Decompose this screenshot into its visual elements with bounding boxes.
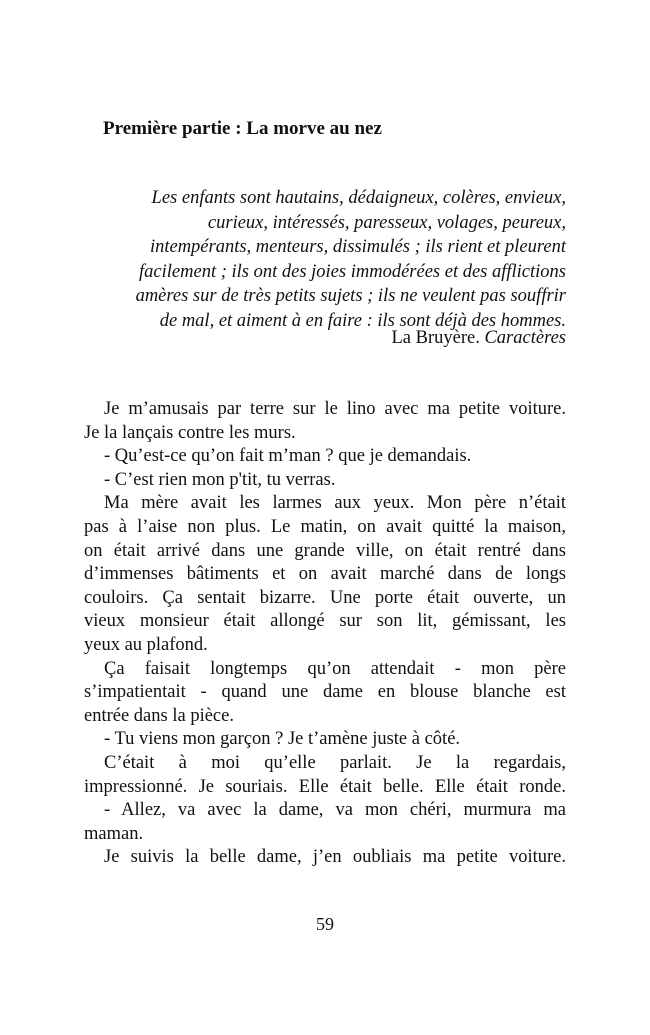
text-line: C’était à moi qu’elle parlait. Je la regardais, — [104, 752, 566, 773]
text-line: vieux monsieur était allongé sur son lit, gémissant, les — [84, 611, 566, 632]
text-line: Je m’amusais par terre sur le lino avec ma petite voiture. — [104, 399, 566, 419]
text-line: entrée dans la pièce. — [84, 705, 234, 726]
epigraph — [80, 186, 566, 333]
text-line: couloirs. Ça sentait bizarre. Une porte était ouverte, un — [84, 587, 566, 608]
body-text — [84, 398, 566, 870]
text-line: Ça faisait longtemps qu’on attendait - mon père — [104, 658, 566, 679]
epigraph-line: curieux, intéressés, paresseux, volages, peureux, — [207, 212, 566, 233]
text-line: Je la lançais contre les murs. — [84, 422, 296, 443]
page-number: 59 — [316, 914, 334, 934]
epigraph-line: facilement ; ils ont des joies immodérées et des afflictions — [139, 261, 566, 282]
epigraph-line: amères sur de très petits sujets ; ils ne veulent pas souffrir — [135, 286, 566, 306]
epigraph-line: intempérants, menteurs, dissimulés ; ils rient et pleurent — [149, 237, 566, 257]
epigraph-line: de mal, et aiment à en faire : ils sont déjà des hommes. — [159, 310, 566, 331]
epigraph-line: Les enfants sont hautains, dédaigneux, colères, envieux, — [151, 188, 566, 208]
text-line: - Qu’est-ce qu’on fait m’man ? que je demandais. — [104, 446, 472, 467]
epigraph-work: Caractères — [484, 328, 566, 348]
text-line: impressionné. Je souriais. Elle était belle. Elle était ronde. — [84, 776, 566, 797]
text-line: - C’est rien mon p'tit, tu verras. — [104, 469, 336, 490]
epigraph-attribution — [391, 327, 566, 349]
text-line: d’immenses bâtiments et on avait marché dans de longs — [84, 564, 566, 585]
text-line: s’impatientait - quand une dame en blouse blanche est — [84, 682, 566, 703]
text-line: on était arrivé dans une grande ville, on était rentré dans — [84, 540, 566, 561]
text-line: - Allez, va avec la dame, va mon chéri, murmura ma — [104, 800, 566, 821]
chapter-heading: Première partie : La morve au nez — [103, 118, 382, 139]
text-line: Je suivis la belle dame, j’en oubliais ma petite voiture. — [104, 847, 566, 868]
epigraph-author: La Bruyère. — [391, 328, 480, 348]
text-line: pas à l’aise non plus. Le matin, on avait quitté la maison, — [84, 516, 566, 537]
text-line: maman. — [84, 823, 144, 844]
text-line: Ma mère avait les larmes aux yeux. Mon père n’était — [104, 493, 566, 514]
text-line: yeux au plafond. — [84, 634, 208, 655]
text-line: - Tu viens mon garçon ? Je t’amène juste à côté. — [104, 729, 461, 750]
